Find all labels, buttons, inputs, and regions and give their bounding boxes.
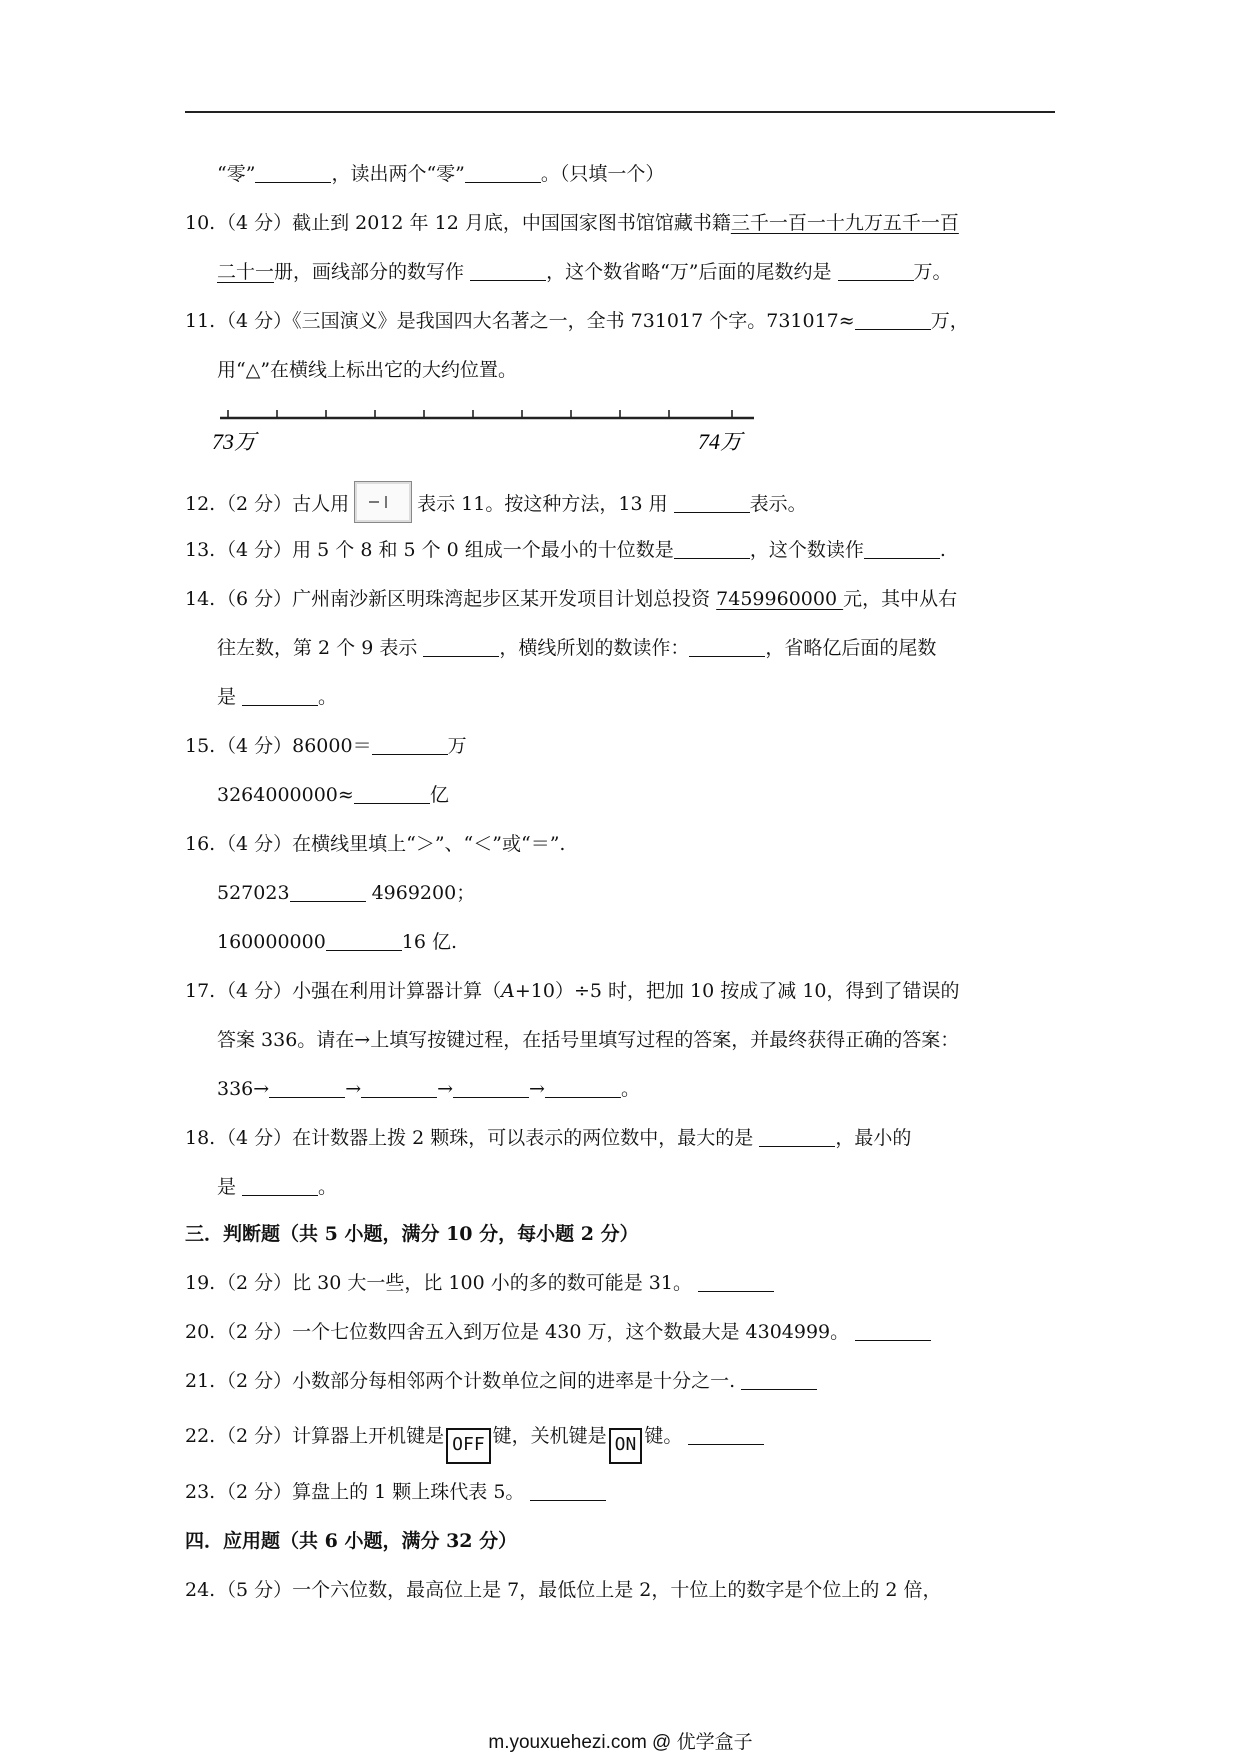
question-14: 14.（6 分）广州南沙新区明珠湾起步区某开发项目计划总投资 7459960000 元，其中从右 — [185, 588, 958, 610]
q9-continuation: “零” ，读出两个“零” 。（只填一个） — [217, 163, 665, 185]
answer-blank[interactable] — [688, 1426, 764, 1445]
question-16: 16.（4 分）在横线里填上“＞”、“＜”或“＝”. — [185, 833, 566, 855]
answer-blank[interactable] — [759, 1128, 835, 1147]
question-23: 23.（2 分）算盘上的 1 颗上珠代表 5。 — [185, 1480, 606, 1504]
question-17-line3: 336→ → → → 。 — [217, 1078, 640, 1100]
on-key: ON — [609, 1428, 643, 1464]
off-key: OFF — [446, 1428, 491, 1464]
section-3-heading: 三．判断题（共 5 小题，满分 10 分，每小题 2 分） — [185, 1223, 639, 1245]
answer-blank[interactable] — [470, 262, 546, 281]
question-17: 17.（4 分）小强在利用计算器计算（A+10）÷5 时，把加 10 按成了减 10，得到了错误的 — [185, 980, 960, 1002]
section-4-heading: 四．应用题（共 6 小题，满分 32 分） — [185, 1530, 518, 1552]
question-19: 19.（2 分）比 30 大一些，比 100 小的多的数可能是 31。 — [185, 1271, 774, 1295]
answer-blank[interactable] — [465, 164, 541, 183]
answer-blank[interactable] — [372, 736, 448, 755]
answer-blank[interactable] — [864, 540, 940, 559]
header-rule — [185, 111, 1055, 113]
answer-blank[interactable] — [855, 311, 931, 330]
answer-blank[interactable] — [290, 883, 366, 902]
question-22: 22.（2 分）计算器上开机键是 OFF 键，关机键是 ON 键。 — [185, 1424, 764, 1464]
question-18: 18.（4 分）在计数器上拨 2 颗珠，可以表示的两位数中，最大的是 ，最小的 — [185, 1127, 912, 1149]
answer-blank[interactable] — [698, 1273, 774, 1292]
answer-blank[interactable] — [354, 785, 430, 804]
answer-blank[interactable] — [838, 262, 914, 281]
number-line-left-label: 73万 — [212, 429, 257, 454]
question-12: 12.（2 分）古人用 表示 11。按这种方法，13 用 表示。 — [185, 481, 807, 523]
question-24: 24.（5 分）一个六位数，最高位上是 7，最低位上是 2，十位上的数字是个位上的 2 倍， — [185, 1579, 942, 1601]
answer-blank[interactable] — [255, 164, 331, 183]
question-15: 15.（4 分）86000＝ 万 — [185, 735, 467, 757]
question-15-line2: 3264000000≈ 亿 — [217, 784, 449, 806]
counting-rod-image — [354, 481, 412, 523]
answer-blank[interactable] — [855, 1322, 931, 1341]
number-line[interactable] — [212, 400, 762, 460]
answer-blank[interactable] — [361, 1079, 437, 1098]
question-16-line3: 160000000 16 亿. — [217, 931, 458, 953]
answer-blank[interactable] — [741, 1371, 817, 1390]
question-11: 11.（4 分）《三国演义》是我国四大名著之一，全书 731017 个字。731017≈ 万， — [185, 310, 969, 332]
answer-blank[interactable] — [423, 638, 499, 657]
question-13: 13.（4 分）用 5 个 8 和 5 个 0 组成一个最小的十位数是 ，这个数读作 . — [185, 539, 946, 561]
footer-watermark: m.youxuehezi.com @ 优学盒子 — [488, 1732, 753, 1753]
question-20: 20.（2 分）一个七位数四舍五入到万位是 430 万，这个数最大是 4304999。 — [185, 1320, 931, 1344]
answer-blank[interactable] — [530, 1482, 606, 1501]
question-18-line2: 是 。 — [217, 1176, 338, 1198]
question-17-line2: 答案 336。请在→上填写按键过程，在括号里填写过程的答案，并最终获得正确的答案： — [217, 1029, 960, 1051]
answer-blank[interactable] — [326, 932, 402, 951]
question-14-line2: 往左数，第 2 个 9 表示 ，横线所划的数读作： ，省略亿后面的尾数 — [217, 637, 937, 659]
question-21: 21.（2 分）小数部分每相邻两个计数单位之间的进率是十分之一. — [185, 1369, 817, 1393]
number-line-right-label: 74万 — [698, 429, 743, 454]
question-16-line2: 527023 4969200； — [217, 882, 476, 904]
question-10: 10.（4 分）截止到 2012 年 12 月底，中国国家图书馆馆藏书籍三千一百一十九万五千一百 — [185, 212, 959, 234]
question-14-line3: 是 。 — [217, 686, 338, 708]
answer-blank[interactable] — [674, 540, 750, 559]
answer-blank[interactable] — [453, 1079, 529, 1098]
question-11-line2: 用“△”在横线上标出它的大约位置。 — [217, 359, 518, 381]
answer-blank[interactable] — [242, 687, 318, 706]
answer-blank[interactable] — [689, 638, 765, 657]
answer-blank[interactable] — [242, 1177, 318, 1196]
answer-blank[interactable] — [674, 494, 750, 513]
answer-blank[interactable] — [545, 1079, 621, 1098]
question-10-line2: 二十一册，画线部分的数写作 ，这个数省略“万”后面的尾数约是 万。 — [217, 261, 952, 283]
answer-blank[interactable] — [269, 1079, 345, 1098]
